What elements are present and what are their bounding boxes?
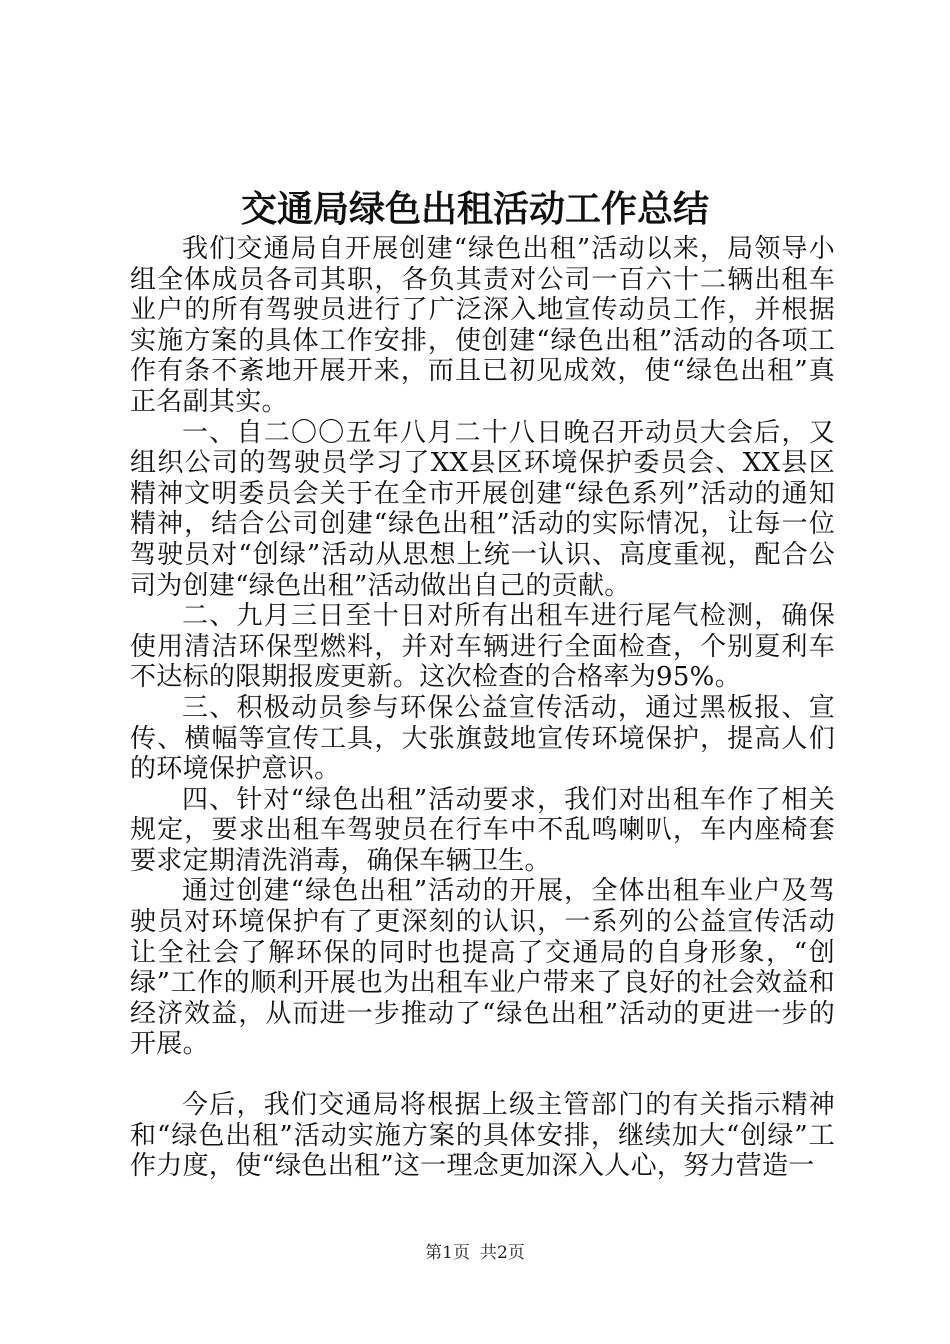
paragraph-item-1: 一、自二〇〇五年八月二十八日晚召开动员大会后，又组织公司的驾驶员学习了XX县区环境保护委员会、XX县区精神文明委员会关于在全市开展创建“绿色系列”活动的通知精神，结合公司创建“绿色出租”活动的实际情况，让每一位驾驶员对“创绿”活动从思想上统一认识、高度重视，配合公司为创建“绿色出租”活动做出自己的贡献。 [130, 417, 835, 601]
page-footer [0, 1242, 950, 1264]
page-number: 第1页 [425, 1243, 470, 1263]
paragraph-summary: 通过创建“绿色出租”活动的开展，全体出租车业户及驾驶员对环境保护有了更深刻的认识，一系列的公益宣传活动让全社会了解环保的同时也提高了交通局的自身形象，“创绿”工作的顺利开展也为出租车业户带来了良好的社会效益和经济效益，从而进一步推动了“绿色出租”活动的更进一步的开展。 [130, 876, 835, 1060]
paragraph-intro: 我们交通局自开展创建“绿色出租”活动以来，局领导小组全体成员各司其职，各负其责对公司一百六十二辆出租车业户的所有驾驶员进行了广泛深入地宣传动员工作，并根据实施方案的具体工作安排，使创建“绿色出租”活动的各项工作有条不紊地开展开来，而且已初见成效，使“绿色出租”真正名副其实。 [130, 234, 835, 417]
paragraph-future: 今后，我们交通局将根据上级主管部门的有关指示精神和“绿色出租”活动实施方案的具体安排，继续加大“创绿”工作力度，使“绿色出租”这一理念更加深入人心，努力营造一 [130, 1090, 835, 1182]
paragraph-item-2: 二、九月三日至十日对所有出租车进行尾气检测，确保使用清洁环保型燃料，并对车辆进行全面检查，个别夏利车不达标的限期报废更新。这次检查的合格率为95%。 [130, 601, 835, 693]
paragraph-item-3: 三、积极动员参与环保公益宣传活动，通过黑板报、宣传、横幅等宣传工具，大张旗鼓地宣传环境保护，提高人们的环境保护意识。 [130, 692, 835, 785]
document-title: 交通局绿色出租活动工作总结 [240, 188, 709, 230]
paragraph-item-4: 四、针对“绿色出租”活动要求，我们对出租车作了相关规定，要求出租车驾驶员在行车中不乱鸣喇叭，车内座椅套要求定期清洗消毒，确保车辆卫生。 [130, 784, 835, 876]
page-total: 共2页 [480, 1243, 525, 1263]
document-body [130, 234, 835, 1182]
